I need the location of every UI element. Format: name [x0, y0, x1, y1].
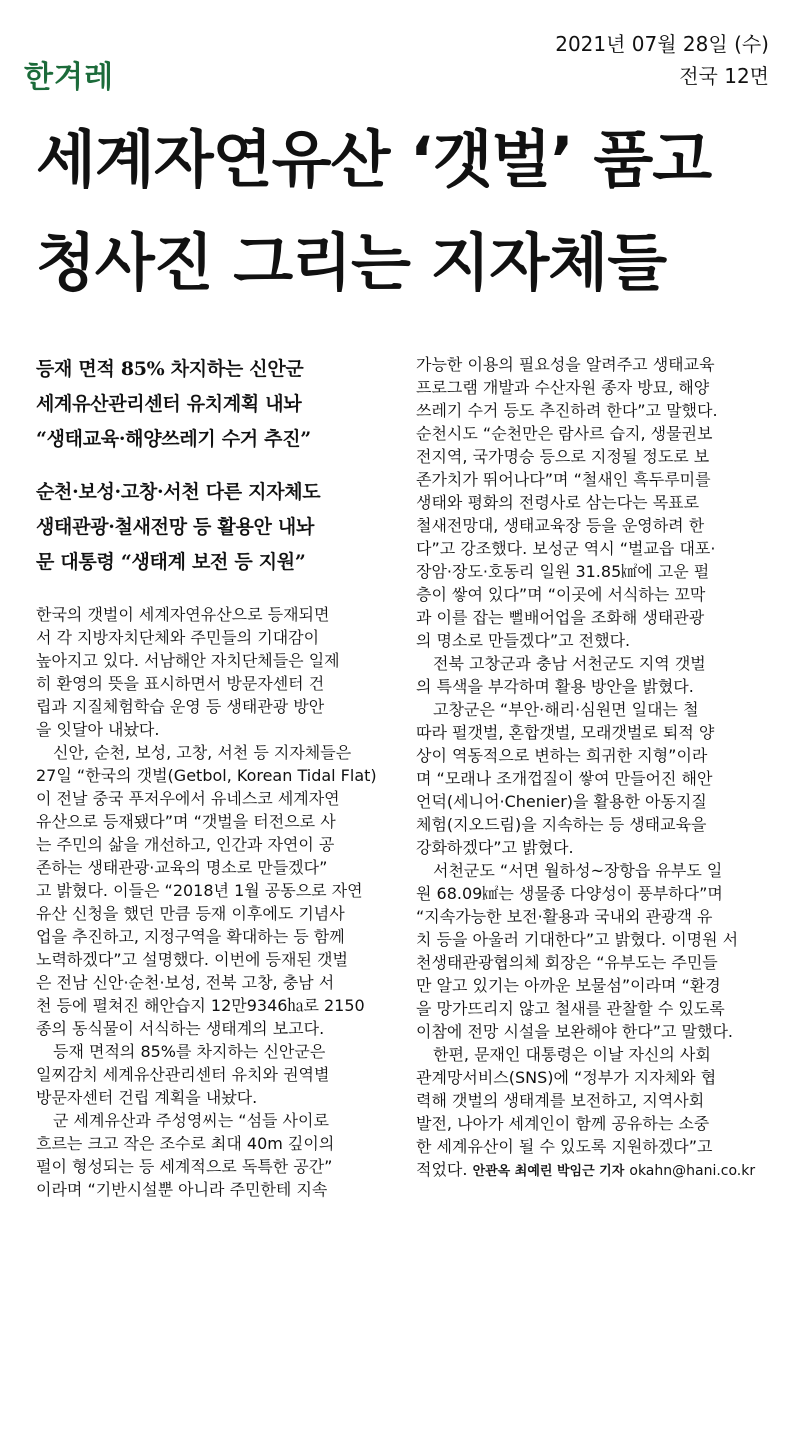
body-line: 서천군도 “서면 월하성~장항읍 유부도 일	[433, 861, 723, 880]
subhead-line: “생태교육·해양쓰레기 수거 추진”	[36, 428, 311, 450]
body-line: 언덕(세니어·Chenier)을 활용한 아동지질	[416, 792, 707, 811]
body-line: 는 주민의 삶을 개선하고, 인간과 자연이 공	[36, 835, 335, 854]
body-line: 천 등에 펼쳐진 해안습지 12만9346㏊로 2150	[36, 996, 365, 1015]
body-line: 고창군은 “부안·해리·심원면 일대는 철	[433, 700, 699, 719]
body-line: 며 “모래나 조개껍질이 쌓여 만들어진 해안	[416, 769, 713, 788]
body-line: 군 세계유산과 주성영씨는 “섬들 사이로	[53, 1111, 329, 1130]
body-line: 상이 역동적으로 변하는 희귀한 지형”이라	[416, 746, 708, 765]
body-line: 노력하겠다”고 설명했다. 이번에 등재된 갯벌	[36, 950, 348, 969]
body-line: 종의 동식물이 서식하는 생태계의 보고다.	[36, 1019, 325, 1038]
body-line: 등재 면적의 85%를 차지하는 신안군은	[53, 1042, 326, 1061]
body-line: 신안, 순천, 보성, 고창, 서천 등 지자체들은	[53, 743, 352, 762]
body-line: 전북 고창군과 충남 서천군도 지역 갯벌	[433, 654, 706, 673]
body-line: 이참에 전망 시설을 보완해야 한다”고 말했다.	[416, 1022, 734, 1041]
subhead-1	[36, 352, 386, 457]
body-line: 천생태관광협의체 회장은 “유부도는 주민들	[416, 953, 718, 972]
body-line: 의 특색을 부각하며 활용 방안을 밝혔다.	[416, 677, 694, 696]
subhead-line: 순천·보성·고창·서천 다른 지자체도	[36, 481, 321, 503]
body-line: 발전, 나아가 세계인이 함께 공유하는 소중	[416, 1114, 710, 1133]
body-line: 강화하겠다”고 밝혔다.	[416, 838, 574, 857]
issue-date: 2021년 07월 28일 (수)	[555, 32, 769, 56]
body-line: 업을 추진하고, 지정구역을 확대하는 등 함께	[36, 927, 345, 946]
headline	[36, 108, 776, 314]
body-line: 이 전날 중국 푸저우에서 유네스코 세계자연	[36, 789, 340, 808]
body-line: 고 밝혔다. 이들은 “2018년 1월 공동으로 자연	[36, 881, 363, 900]
body-line: 력해 갯벌의 생태계를 보전하고, 지역사회	[416, 1091, 705, 1110]
reporter-email: okahn@hani.co.kr	[629, 1163, 756, 1179]
body-line: 의 명소로 만들겠다”고 전했다.	[416, 631, 631, 650]
body-line: “지속가능한 보전·활용과 국내외 관광객 유	[416, 907, 713, 926]
body-line: 층이 쌓여 있다”며 “이곳에 서식하는 꼬막	[416, 585, 706, 604]
body-line: 순천시도 “순천만은 람사르 습지, 생물권보	[416, 424, 713, 443]
body-line: 존가치가 뛰어나다”며 “철새인 흑두루미를	[416, 470, 711, 489]
body-line: 체험(지오드림)을 지속하는 등 생태교육을	[416, 815, 707, 834]
headline-line-1: 세계자연유산 ‘갯벌’ 품고	[36, 123, 712, 196]
subhead-line: 등재 면적 85% 차지하는 신안군	[36, 358, 304, 380]
body-line: 한 세계유산이 될 수 있도록 지원하겠다”고	[416, 1137, 713, 1156]
body-line: 이라며 “기반시설뿐 아니라 주민한테 지속	[36, 1180, 328, 1199]
body-line: 치 등을 아울러 기대한다”고 밝혔다. 이명원 서	[416, 930, 739, 949]
body-line: 다”고 강조했다. 보성군 역시 “벌교읍 대포·	[416, 539, 716, 558]
left-body-text	[36, 602, 386, 1200]
body-line: 유산 신청을 했던 만큼 등재 이후에도 기념사	[36, 904, 345, 923]
body-line: 존하는 생태관광·교육의 명소로 만들겠다”	[36, 858, 328, 877]
body-line: 27일 “한국의 갯벌(Getbol, Korean Tidal Flat)	[36, 766, 377, 785]
subhead-line: 문 대통령 “생태계 보전 등 지원”	[36, 551, 306, 573]
subhead-2	[36, 475, 386, 580]
body-last-line	[416, 1157, 766, 1180]
byline: 안관옥 최예린 박임근 기자	[472, 1164, 625, 1179]
body-line: 히 환영의 뜻을 표시하면서 방문자센터 건	[36, 674, 325, 693]
body-line: 만 알고 있기는 아까운 보물섬”이라며 “환경	[416, 976, 721, 995]
body-line: 장암·장도·호동리 일원 31.85㎢에 고운 펄	[416, 562, 710, 581]
body-line: 펄이 형성되는 등 세계적으로 독특한 공간”	[36, 1157, 333, 1176]
body-line: 서 각 지방자치단체와 주민들의 기대감이	[36, 628, 320, 647]
body-line: 과 이를 잡는 뻘배어업을 조화해 생태관광	[416, 608, 705, 627]
page-number: 전국 12면	[679, 64, 769, 88]
right-body-text	[416, 352, 766, 1180]
body-line: 립과 지질체험학습 운영 등 생태관광 방안	[36, 697, 325, 716]
body-line: 따라 펄갯벌, 혼합갯벌, 모래갯벌로 퇴적 양	[416, 723, 715, 742]
body-line: 일찌감치 세계유산관리센터 유치와 권역별	[36, 1065, 330, 1084]
body-line: 원 68.09㎢는 생물종 다양성이 풍부하다”며	[416, 884, 723, 903]
body-line: 생태와 평화의 전령사로 삼는다는 목표로	[416, 493, 700, 512]
body-line: 흐르는 크고 작은 조수로 최대 40m 깊이의	[36, 1134, 335, 1153]
body-line: 프로그램 개발과 수산자원 종자 방묘, 해양	[416, 378, 710, 397]
body-line: 쓰레기 수거 등도 추진하려 한다”고 말했다.	[416, 401, 718, 420]
body-line: 한편, 문재인 대통령은 이날 자신의 사회	[433, 1045, 711, 1064]
right-column	[416, 352, 766, 1180]
body-line: 철새전망대, 생태교육장 등을 운영하려 한	[416, 516, 705, 535]
body-line: 을 망가뜨리지 않고 철새를 관찰할 수 있도록	[416, 999, 725, 1018]
body-line: 방문자센터 건립 계획을 내놨다.	[36, 1088, 258, 1107]
body-line: 은 전남 신안·순천·보성, 전북 고창, 충남 서	[36, 973, 335, 992]
body-line: 전지역, 국가명승 등으로 지정될 정도로 보	[416, 447, 710, 466]
body-line: 적었다.	[416, 1160, 468, 1179]
body-line: 관계망서비스(SNS)에 “정부가 지자체와 협	[416, 1068, 717, 1087]
body-line: 한국의 갯벌이 세계자연유산으로 등재되면	[36, 605, 330, 624]
body-line: 높아지고 있다. 서남해안 자치단체들은 일제	[36, 651, 340, 670]
left-column	[36, 352, 386, 1200]
masthead-logo: 한겨레	[24, 60, 114, 95]
body-line: 을 잇달아 내놨다.	[36, 720, 160, 739]
body-line: 가능한 이용의 필요성을 알려주고 생태교육	[416, 355, 715, 374]
body-line: 유산으로 등재됐다”며 “갯벌을 터전으로 사	[36, 812, 336, 831]
subhead-line: 세계유산관리센터 유치계획 내놔	[36, 393, 302, 415]
headline-line-2: 청사진 그리는 지자체들	[36, 226, 667, 299]
subhead-line: 생태관광·철새전망 등 활용안 내놔	[36, 516, 315, 538]
